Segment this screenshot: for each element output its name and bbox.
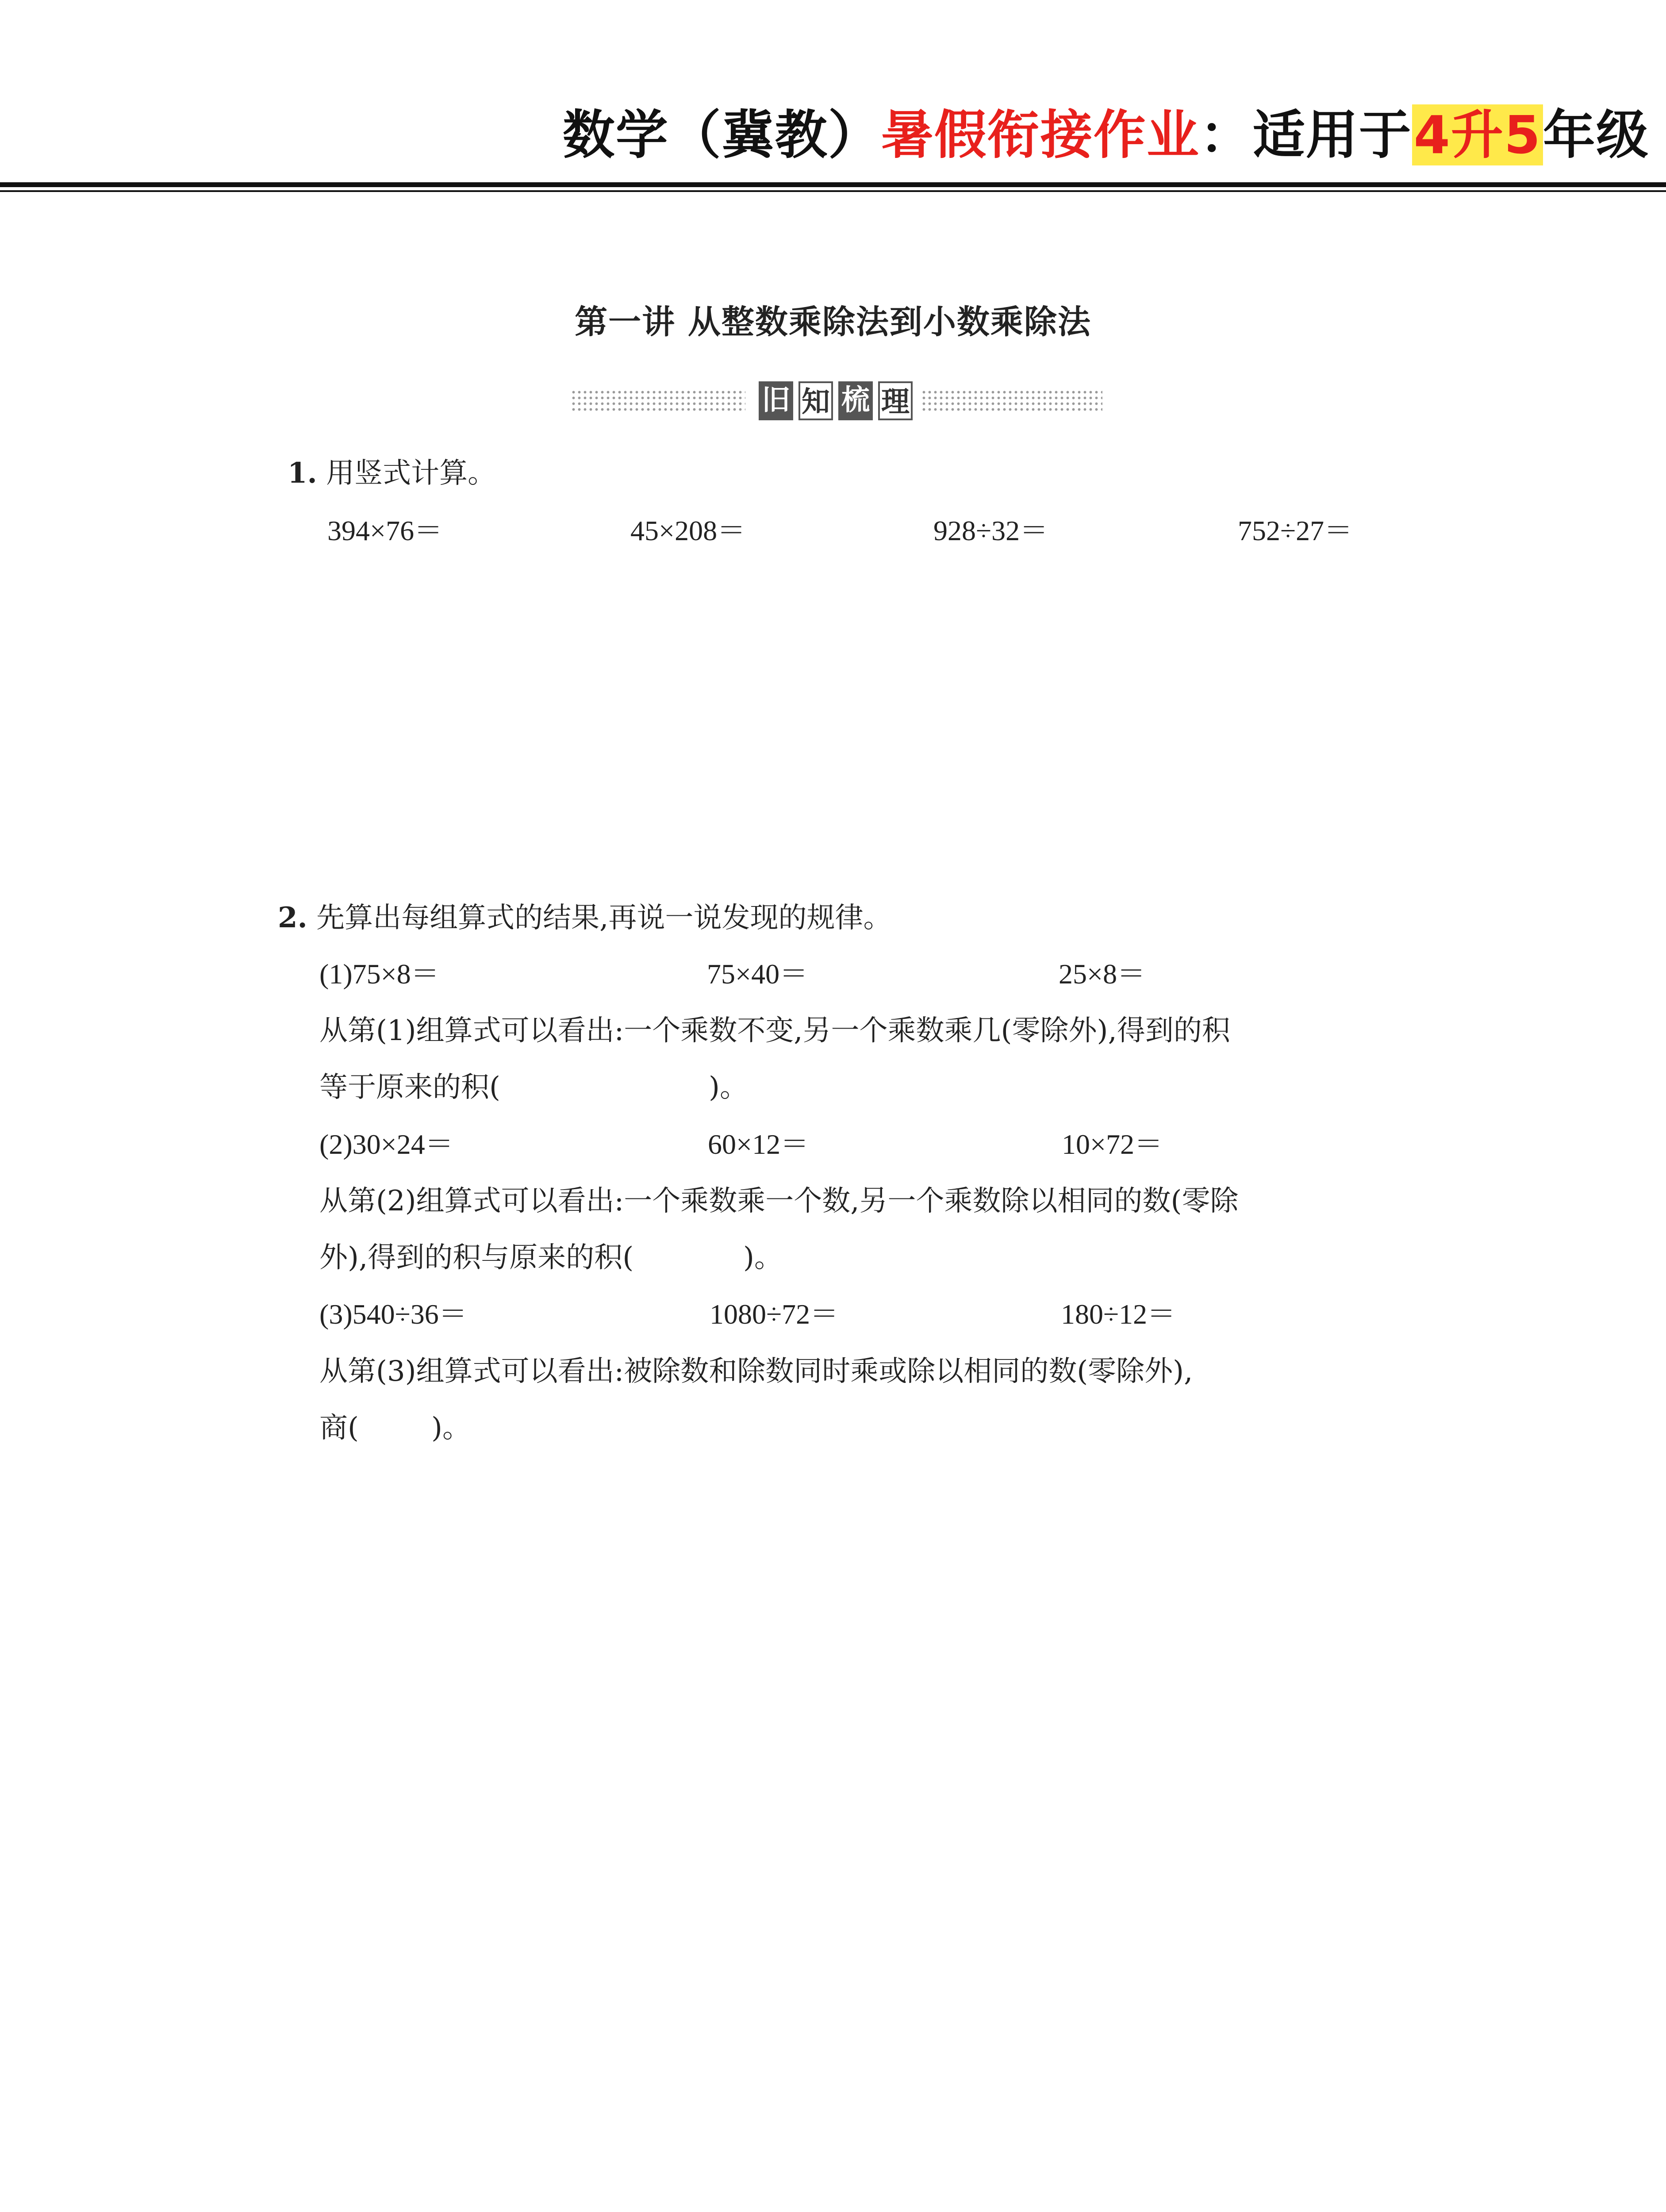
q2-g1-rule-line1: 从第(1)组算式可以看出:一个乘数不变,另一个乘数乘几(零除外),得到的积 bbox=[319, 1014, 1230, 1047]
q2-g3-label: (3) bbox=[319, 1298, 353, 1330]
q1-problem-2: 45×208＝ bbox=[630, 515, 746, 546]
header-grade-suffix: 年级 bbox=[1543, 104, 1649, 165]
q2-g2-rule-line2-b: )。 bbox=[743, 1241, 783, 1274]
q1 bbox=[288, 453, 496, 493]
q2 bbox=[278, 898, 892, 938]
q2-g3-expr-1: 540÷36＝ bbox=[352, 1298, 467, 1330]
lesson-title: 第一讲 从整数乘除法到小数乘除法 bbox=[575, 303, 1091, 341]
q1-number: 1. bbox=[288, 457, 317, 490]
section-tag-char-3: 梳 bbox=[838, 381, 873, 420]
q1-problem-3: 928÷32＝ bbox=[933, 515, 1048, 546]
q2-g3-rule-line2-a: 商( bbox=[319, 1412, 359, 1444]
q2-g3-problem-3: 180÷12＝ bbox=[1061, 1298, 1176, 1330]
q2-g3-problem-1 bbox=[319, 1294, 467, 1334]
q1-instruction: 用竖式计算。 bbox=[326, 457, 496, 490]
section-tag-dots-right bbox=[921, 389, 1102, 412]
q2-g1-problem-2: 75×40＝ bbox=[707, 958, 808, 990]
header-rule-thick bbox=[0, 182, 1666, 187]
q2-g1-label: (1) bbox=[319, 958, 353, 990]
header-rule-thin bbox=[0, 190, 1666, 192]
q1-problem-4: 752÷27＝ bbox=[1238, 515, 1353, 546]
q2-g2-label: (2) bbox=[319, 1129, 353, 1160]
q2-g2-problem-2: 60×12＝ bbox=[708, 1129, 809, 1160]
q2-g1-problem-3: 25×8＝ bbox=[1059, 958, 1146, 990]
header-applicable: ：适用于 bbox=[1199, 104, 1412, 165]
q2-g3-rule-line2-b: )。 bbox=[431, 1412, 471, 1444]
q2-g2-rule-line2-a: 外),得到的积与原来的积( bbox=[319, 1241, 634, 1274]
q2-g2-problem-3: 10×72＝ bbox=[1062, 1129, 1163, 1160]
q2-number: 2. bbox=[278, 901, 307, 934]
q2-g1-rule-line2-b: )。 bbox=[709, 1071, 748, 1104]
q2-g2-problem-1 bbox=[319, 1125, 453, 1164]
header-subject: 数学（冀教） bbox=[562, 104, 881, 165]
header-series: 暑假衔接作业 bbox=[881, 104, 1200, 165]
q2-g1-problem-1 bbox=[319, 954, 439, 994]
q2-g1-expr-1: 75×8＝ bbox=[352, 958, 439, 990]
q2-g2-expr-1: 30×24＝ bbox=[352, 1129, 453, 1160]
q1-problem-1: 394×76＝ bbox=[327, 515, 443, 546]
section-tag-char-2: 知 bbox=[798, 381, 833, 420]
section-tag-dots-left bbox=[571, 389, 745, 412]
q2-instruction: 先算出每组算式的结果,再说一说发现的规律。 bbox=[316, 902, 892, 934]
q2-g3-problem-2: 1080÷72＝ bbox=[710, 1298, 839, 1330]
q2-g3-rule-line1: 从第(3)组算式可以看出:被除数和除数同时乘或除以相同的数(零除外), bbox=[319, 1355, 1193, 1388]
q2-g2-rule-line1: 从第(2)组算式可以看出:一个乘数乘一个数,另一个乘数除以相同的数(零除 bbox=[319, 1185, 1239, 1217]
header-title bbox=[563, 102, 1649, 168]
section-tag-char-1: 旧 bbox=[759, 381, 793, 420]
q2-g1-rule-line2-a: 等于原来的积( bbox=[319, 1071, 500, 1104]
section-tag-char-4: 理 bbox=[878, 381, 913, 420]
header-grade-highlight: 4升5 bbox=[1412, 104, 1543, 165]
